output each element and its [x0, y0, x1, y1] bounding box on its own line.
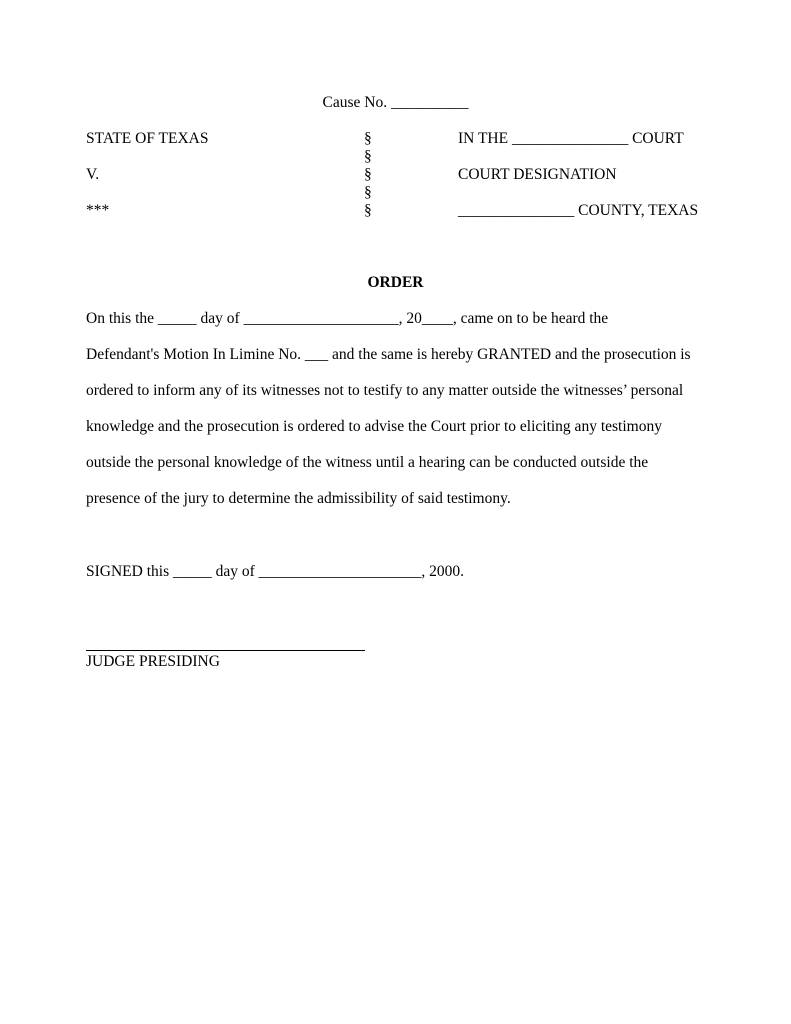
caption-state-of-texas: STATE OF TEXAS [86, 130, 209, 147]
order-paragraph-line: On this the _____ day of ____________________, 20____, came on to be heard the [86, 310, 609, 327]
section-symbol: § [364, 184, 372, 201]
order-paragraph-line: Defendant's Motion In Limine No. ___ and the same is hereby GRANTED and the prosecution is [86, 346, 691, 363]
order-paragraph-line: ordered to inform any of its witnesses not to testify to any matter outside the witnesses’ personal [86, 382, 684, 399]
judge-presiding-label: JUDGE PRESIDING [86, 653, 220, 670]
order-paragraph-line: outside the personal knowledge of the witness until a hearing can be conducted outside the [86, 454, 649, 471]
order-title: ORDER [367, 274, 424, 291]
caption-county: _______________ COUNTY, TEXAS [458, 202, 699, 219]
signed-date-line: SIGNED this _____ day of _____________________, 2000. [86, 563, 465, 580]
caption-court: IN THE _______________ COURT [458, 130, 684, 147]
judge-signature-line [86, 650, 365, 651]
cause-number: Cause No. __________ [322, 94, 469, 111]
caption-defendant-name: *** [86, 202, 110, 219]
section-symbol: § [364, 202, 372, 219]
caption-court-designation: COURT DESIGNATION [458, 166, 617, 183]
section-symbol: § [364, 148, 372, 165]
section-symbol: § [364, 130, 372, 147]
caption-versus: V. [86, 166, 100, 183]
order-paragraph-line: knowledge and the prosecution is ordered to advise the Court prior to eliciting any testimony [86, 418, 662, 435]
order-paragraph-line: presence of the jury to determine the admissibility of said testimony. [86, 490, 511, 507]
section-symbol: § [364, 166, 372, 183]
